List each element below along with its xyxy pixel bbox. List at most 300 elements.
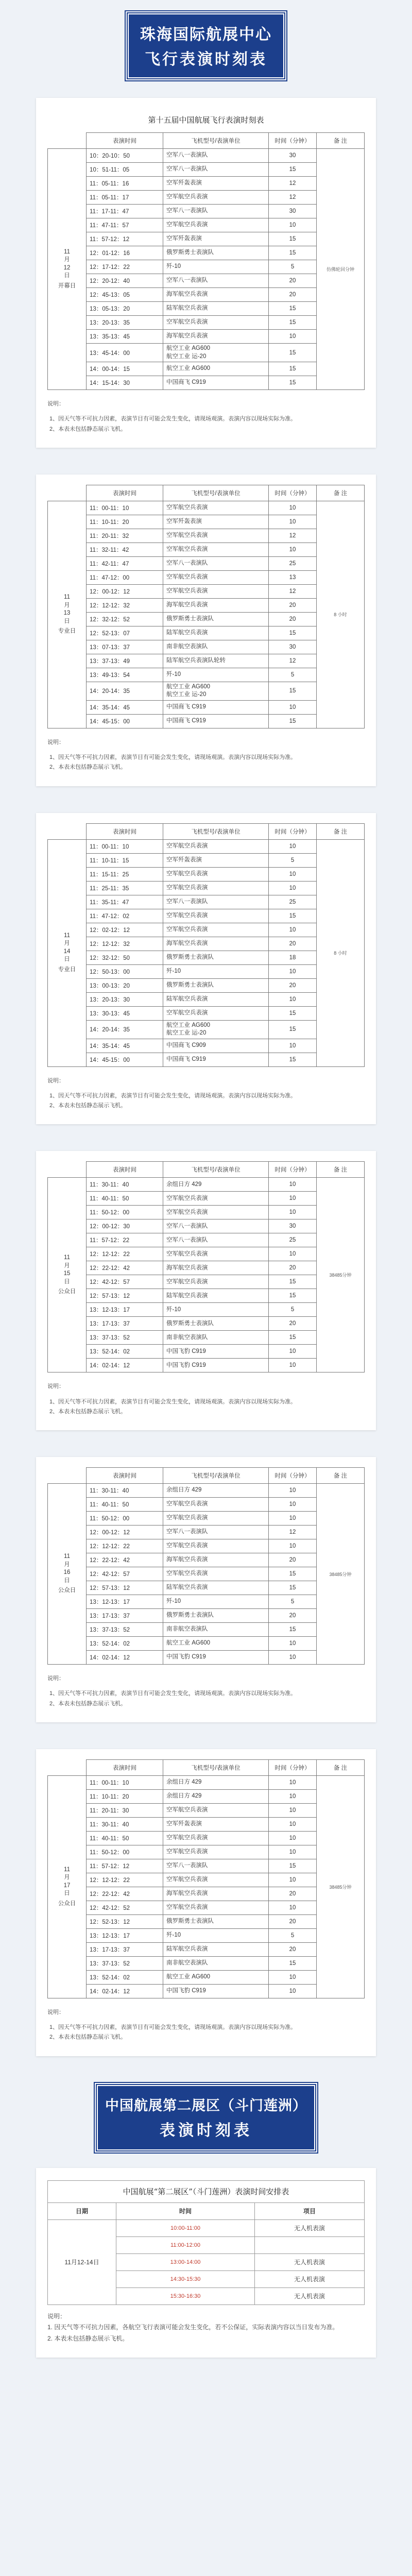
time-cell: 11：25-11：35 — [87, 881, 163, 895]
aircraft-cell — [163, 501, 269, 515]
aircraft-name: 空军歼轰表演 — [166, 1821, 202, 1827]
time-cell: 13：12-13：17 — [87, 1595, 163, 1609]
aircraft-cell — [163, 909, 269, 923]
aircraft-cell — [163, 1651, 269, 1665]
remark-cell: 38485分钟 — [317, 1484, 365, 1665]
aircraft-cell — [163, 316, 269, 330]
aircraft-name: 海军航空兵表演 — [166, 1890, 208, 1897]
time-cell: 11：35-11：47 — [87, 895, 163, 909]
schedule-table — [47, 1467, 365, 1665]
aircraft-name: 空军歼轰表演 — [166, 518, 202, 525]
time-cell: 12：42-12：57 — [87, 1275, 163, 1289]
duration-cell: 10 — [269, 330, 317, 344]
aircraft-name: 歼-10 — [166, 671, 181, 678]
aircraft-name: 航空工业 AG600 — [166, 1022, 211, 1028]
duration-cell: 10 — [269, 1359, 317, 1372]
duration-cell: 20 — [269, 978, 317, 992]
time-cell: 13：17-13：37 — [87, 1317, 163, 1331]
schedule-notes — [47, 738, 365, 773]
section2-time-cell: 10:00-11:00 — [116, 2219, 255, 2236]
aircraft-name: 俄罗斯勇士表演队 — [166, 1918, 214, 1925]
remark-cell: 38485分钟 — [317, 1775, 365, 1998]
col-time: 表演时间 — [87, 1468, 163, 1484]
section2-time-cell: 13:00-14:00 — [116, 2253, 255, 2270]
duration-cell: 15 — [269, 714, 317, 728]
time-cell: 12：12-12：22 — [87, 1539, 163, 1553]
duration-cell: 15 — [269, 302, 317, 316]
duration-cell: 15 — [269, 344, 317, 362]
date-line: 月 — [64, 940, 70, 947]
aircraft-cell — [163, 1817, 269, 1831]
schedule-days — [0, 98, 412, 2056]
aircraft-cell — [163, 529, 269, 543]
duration-cell: 12 — [269, 1526, 317, 1539]
duration-cell: 10 — [269, 1206, 317, 1219]
table-row — [48, 149, 365, 163]
remark-cell: 仿佛轮回分钟 — [317, 149, 365, 390]
remark-cell: 38485分钟 — [317, 1178, 365, 1372]
aircraft-cell — [163, 1623, 269, 1637]
note-item: 1、因天气等不可抗力因素，表演节目有可能会发生变化，请现场观演。表演内容以现场实际为准。 — [49, 1092, 297, 1099]
time-cell: 12：12-12：32 — [87, 598, 163, 612]
time-cell: 12：12-12：32 — [87, 937, 163, 951]
section2-note-item: 1. 因天气等不可抗力因素，各航空飞行表演可能会发生变化，若不公保证，实际表演内容以当日发布为准。 — [47, 2324, 339, 2331]
aircraft-cell — [163, 839, 269, 853]
day-paper — [36, 98, 376, 448]
duration-cell: 15 — [269, 1006, 317, 1020]
time-cell: 13：52-14：02 — [87, 1637, 163, 1651]
duration-cell: 5 — [269, 853, 317, 867]
date-line: 11 — [64, 1553, 70, 1560]
time-cell: 13：52-14：02 — [87, 1345, 163, 1359]
duration-cell: 10 — [269, 1247, 317, 1261]
duration-cell: 15 — [269, 316, 317, 330]
col-aircraft: 飞机型号/表演单位 — [163, 1468, 269, 1484]
col-aircraft: 飞机型号/表演单位 — [163, 1162, 269, 1178]
note-item: 1、因天气等不可抗力因素，表演节目有可能会发生变化，请现场观演。表演内容以现场实际为准。 — [49, 2024, 297, 2031]
aircraft-name: 余组日方 429 — [166, 1487, 202, 1494]
table-row — [48, 501, 365, 515]
section2-title-line1: 中国航展第二展区（斗门莲洲） — [105, 2097, 307, 2113]
schedule-notes — [47, 2008, 365, 2043]
aircraft-cell — [163, 992, 269, 1006]
time-cell: 13：05-13：20 — [87, 302, 163, 316]
header-title-line1: 珠海国际航展中心 — [140, 26, 272, 43]
schedule-table — [47, 132, 365, 390]
aircraft-cell — [163, 1233, 269, 1247]
col-remark: 备 注 — [317, 133, 365, 149]
duration-cell: 15 — [269, 1275, 317, 1289]
duration-cell: 15 — [269, 232, 317, 246]
aircraft-cell — [163, 376, 269, 390]
aircraft-name: 歼-10 — [166, 1598, 181, 1605]
duration-cell: 20 — [269, 1609, 317, 1623]
day-block — [0, 1457, 412, 1722]
aircraft-cell — [163, 1219, 269, 1233]
section2-notes — [47, 2311, 365, 2345]
duration-cell: 15 — [269, 1581, 317, 1595]
col-duration: 时间（分钟） — [269, 823, 317, 839]
duration-cell: 15 — [269, 682, 317, 700]
time-cell: 13：37-13：52 — [87, 1623, 163, 1637]
aircraft-name: 航空工业 运-20 — [166, 353, 207, 360]
time-cell: 13：17-13：37 — [87, 1609, 163, 1623]
aircraft-cell — [163, 867, 269, 881]
aircraft-cell — [163, 1831, 269, 1845]
aircraft-cell — [163, 1539, 269, 1553]
date-line: 13 — [63, 610, 71, 617]
aircraft-name: 歼-10 — [166, 1306, 181, 1313]
schedule-notes — [47, 1674, 365, 1709]
aircraft-name: 歼-10 — [166, 1932, 181, 1939]
time-cell: 13：20-13：35 — [87, 316, 163, 330]
aircraft-cell — [163, 246, 269, 260]
aircraft-name: 余组日方 429 — [166, 1793, 202, 1800]
aircraft-name: 航空工业 运-20 — [166, 1030, 207, 1037]
date-line: 11 — [64, 1255, 70, 1261]
aircraft-cell — [163, 1567, 269, 1581]
aircraft-name: 空军航空兵表演 — [166, 926, 208, 933]
time-cell: 12：42-12：57 — [87, 1567, 163, 1581]
col-date — [48, 133, 87, 149]
time-cell: 12：01-12：16 — [87, 246, 163, 260]
time-cell: 12：50-13：00 — [87, 964, 163, 978]
duration-cell: 25 — [269, 556, 317, 570]
time-cell: 12：32-12：52 — [87, 612, 163, 626]
aircraft-name: 余组日方 429 — [166, 1779, 202, 1786]
duration-cell: 30 — [269, 205, 317, 218]
date-line: 月 — [64, 1561, 70, 1568]
aircraft-cell — [163, 1637, 269, 1651]
duration-cell: 10 — [269, 1831, 317, 1845]
day-paper — [36, 1151, 376, 1430]
aircraft-name: 陆军航空兵表演 — [166, 1946, 208, 1953]
section2-col-time: 时间 — [116, 2202, 255, 2219]
col-date — [48, 823, 87, 839]
remark-cell: 8 小时 — [317, 839, 365, 1066]
aircraft-name: 空军航空兵表演 — [166, 884, 208, 891]
date-cell — [48, 501, 87, 728]
date-cell — [48, 1775, 87, 1998]
aircraft-name: 航空工业 运-20 — [166, 691, 207, 698]
aircraft-name: 海军航空兵表演 — [166, 1556, 208, 1563]
aircraft-cell — [163, 288, 269, 302]
aircraft-cell — [163, 1595, 269, 1609]
aircraft-cell — [163, 584, 269, 598]
aircraft-name: 空军航空兵表演 — [166, 504, 208, 511]
date-line: 日 — [64, 273, 70, 279]
duration-cell: 5 — [269, 1928, 317, 1942]
day-block — [0, 1749, 412, 2056]
aircraft-cell — [163, 951, 269, 964]
aircraft-cell — [163, 1303, 269, 1317]
duration-cell: 20 — [269, 1317, 317, 1331]
schedule-table — [47, 823, 365, 1067]
schedule-notes — [47, 1382, 365, 1417]
col-date — [48, 1468, 87, 1484]
section2-title-line2: 表演时刻表 — [160, 2122, 252, 2139]
aircraft-name: 航空工业 AG600 — [166, 683, 211, 690]
aircraft-name: 陆军航空兵表演 — [166, 1584, 208, 1591]
time-cell: 12：22-12：42 — [87, 1887, 163, 1901]
aircraft-name: 南非航空表演队 — [166, 1334, 208, 1341]
aircraft-name: 空军八一表演队 — [166, 166, 208, 173]
time-cell: 14：20-14：35 — [87, 682, 163, 700]
table-row — [48, 839, 365, 853]
duration-cell: 15 — [269, 1053, 317, 1066]
duration-cell: 10 — [269, 1178, 317, 1192]
col-date — [48, 485, 87, 501]
aircraft-cell — [163, 1020, 269, 1039]
note-item: 1、因天气等不可抗力因素，表演节目有可能会发生变化，请现场观演。表演内容以现场实际为准。 — [49, 754, 297, 761]
aircraft-cell — [163, 964, 269, 978]
section2-table — [47, 2180, 365, 2305]
aircraft-cell — [163, 260, 269, 274]
col-duration: 时间（分钟） — [269, 485, 317, 501]
aircraft-name: 航空工业 AG600 — [166, 345, 211, 351]
aircraft-cell — [163, 1914, 269, 1928]
duration-cell: 12 — [269, 529, 317, 543]
aircraft-name: 航空工业 AG600 — [166, 1640, 211, 1647]
aircraft-name: 海军航空兵表演 — [166, 940, 208, 946]
duration-cell: 20 — [269, 1887, 317, 1901]
time-cell: 14：35-14：45 — [87, 700, 163, 714]
section2-time-cell: 15:30-16:30 — [116, 2287, 255, 2304]
aircraft-name: 空军航空兵表演 — [166, 1835, 208, 1841]
section2-time-cell: 11:00-12:00 — [116, 2236, 255, 2253]
schedule-table — [47, 1759, 365, 1998]
date-line: 月 — [64, 1262, 70, 1269]
aircraft-cell — [163, 1512, 269, 1526]
duration-cell: 5 — [269, 668, 317, 682]
aircraft-name: 空军航空兵表演 — [166, 1570, 208, 1577]
aircraft-cell — [163, 1275, 269, 1289]
aircraft-cell — [163, 1247, 269, 1261]
col-remark: 备 注 — [317, 1468, 365, 1484]
aircraft-name: 空军航空兵表演 — [166, 574, 208, 581]
time-cell: 11：00-11：10 — [87, 839, 163, 853]
col-remark: 备 注 — [317, 485, 365, 501]
day-block — [0, 98, 412, 448]
date-line: 11 — [64, 594, 70, 600]
time-cell: 11：20-11：32 — [87, 529, 163, 543]
section2-paper — [36, 2168, 376, 2358]
aircraft-cell — [163, 1609, 269, 1623]
aircraft-cell — [163, 1345, 269, 1359]
aircraft-name: 空军八一表演队 — [166, 1236, 208, 1243]
section2-date-cell: 11月12-14日 — [48, 2219, 116, 2304]
duration-cell: 20 — [269, 274, 317, 288]
time-cell: 11：00-11：10 — [87, 501, 163, 515]
date-line: 日 — [64, 618, 70, 624]
aircraft-cell — [163, 1942, 269, 1956]
aircraft-name: 中国飞豹 C919 — [166, 1654, 206, 1660]
aircraft-name: 空军歼轰表演 — [166, 856, 202, 863]
section2-block — [0, 2168, 412, 2358]
notes-lead: 说明： — [47, 1383, 64, 1390]
aircraft-cell — [163, 1331, 269, 1345]
aircraft-name: 陆军航空兵表演 — [166, 1292, 208, 1299]
duration-cell: 15 — [269, 246, 317, 260]
section2-item-cell — [255, 2236, 365, 2253]
time-cell: 11：15-11：25 — [87, 867, 163, 881]
aircraft-name: 空军航空兵表演 — [166, 222, 208, 228]
aircraft-name: 空军航空兵表演 — [166, 1250, 208, 1257]
aircraft-cell — [163, 1053, 269, 1066]
aircraft-cell — [163, 515, 269, 529]
duration-cell: 15 — [269, 362, 317, 376]
aircraft-name: 空军航空兵表演 — [166, 1807, 208, 1814]
schedule-notes — [47, 399, 365, 434]
time-cell: 13：37-13：52 — [87, 1956, 163, 1970]
time-cell: 13：20-13：30 — [87, 992, 163, 1006]
aircraft-cell — [163, 923, 269, 937]
section2-col-date: 日期 — [48, 2202, 116, 2219]
notes-lead: 说明： — [47, 739, 64, 745]
duration-cell: 20 — [269, 288, 317, 302]
date-cell — [48, 1484, 87, 1665]
time-cell: 12：00-12：30 — [87, 1219, 163, 1233]
time-cell: 10：51-11：05 — [87, 163, 163, 177]
date-line: 14 — [63, 948, 71, 955]
duration-cell: 15 — [269, 1956, 317, 1970]
time-cell: 11：10-11：20 — [87, 515, 163, 529]
date-line: 公众日 — [58, 1587, 76, 1594]
aircraft-name: 中国飞豹 C919 — [166, 1348, 206, 1354]
aircraft-cell — [163, 1984, 269, 1998]
aircraft-name: 歼-10 — [166, 263, 181, 270]
aircraft-name: 南非航空表演队 — [166, 643, 208, 650]
aircraft-cell — [163, 1006, 269, 1020]
duration-cell: 15 — [269, 1020, 317, 1039]
duration-cell: 15 — [269, 1859, 317, 1873]
aircraft-cell — [163, 1498, 269, 1512]
duration-cell: 10 — [269, 1845, 317, 1859]
section2-item-cell: 无人机表演 — [255, 2287, 365, 2304]
aircraft-name: 空军八一表演队 — [166, 898, 208, 905]
date-line: 开幕日 — [58, 282, 76, 289]
date-line: 月 — [64, 257, 70, 263]
duration-cell: 20 — [269, 1553, 317, 1567]
time-cell: 11：00-11：10 — [87, 1775, 163, 1789]
duration-cell: 10 — [269, 218, 317, 232]
duration-cell: 30 — [269, 149, 317, 163]
date-line: 16 — [63, 1569, 71, 1576]
duration-cell: 15 — [269, 1567, 317, 1581]
aircraft-cell — [163, 978, 269, 992]
duration-cell: 10 — [269, 1817, 317, 1831]
date-line: 专业日 — [58, 966, 76, 973]
time-cell: 12：52-13：07 — [87, 626, 163, 640]
date-line: 公众日 — [58, 1900, 76, 1907]
aircraft-cell — [163, 1859, 269, 1873]
time-cell: 11：30-11：40 — [87, 1484, 163, 1498]
aircraft-name: 空军航空兵表演 — [166, 319, 208, 326]
time-cell: 11：50-12：00 — [87, 1512, 163, 1526]
duration-cell: 20 — [269, 937, 317, 951]
date-line: 月 — [64, 1874, 70, 1881]
table-row — [48, 1178, 365, 1192]
col-time: 表演时间 — [87, 1162, 163, 1178]
col-remark: 备 注 — [317, 1759, 365, 1775]
aircraft-cell — [163, 1039, 269, 1053]
day-paper — [36, 1457, 376, 1722]
duration-cell: 10 — [269, 1984, 317, 1998]
aircraft-name: 陆军航空兵表演 — [166, 630, 208, 636]
time-cell: 13：12-13：17 — [87, 1303, 163, 1317]
aircraft-name: 空军航空兵表演 — [166, 546, 208, 553]
aircraft-name: 空军航空兵表演 — [166, 1009, 208, 1016]
duration-cell: 10 — [269, 1901, 317, 1914]
aircraft-name: 中国商飞 C919 — [166, 1056, 206, 1062]
time-cell: 12：52-13：12 — [87, 1914, 163, 1928]
duration-cell: 12 — [269, 191, 317, 205]
aircraft-name: 空军航空兵表演 — [166, 532, 208, 539]
col-aircraft: 飞机型号/表演单位 — [163, 133, 269, 149]
time-cell: 11：42-11：47 — [87, 556, 163, 570]
aircraft-name: 海军航空兵表演 — [166, 1264, 208, 1271]
aircraft-cell — [163, 218, 269, 232]
aircraft-cell — [163, 1484, 269, 1498]
aircraft-cell — [163, 191, 269, 205]
aircraft-cell — [163, 598, 269, 612]
duration-cell: 10 — [269, 1970, 317, 1984]
aircraft-name: 空军航空兵表演 — [166, 1904, 208, 1911]
day-paper — [36, 474, 376, 786]
duration-cell: 10 — [269, 1789, 317, 1803]
time-cell: 11：30-11：40 — [87, 1178, 163, 1192]
aircraft-name: 俄罗斯勇士表演队 — [166, 1612, 214, 1619]
duration-cell: 10 — [269, 839, 317, 853]
table-row — [48, 2219, 365, 2236]
header-title-line2: 飞行表演时刻表 — [145, 51, 267, 68]
time-cell: 14：02-14：12 — [87, 1651, 163, 1665]
time-cell: 12：00-12：12 — [87, 1526, 163, 1539]
duration-cell: 10 — [269, 1873, 317, 1887]
duration-cell: 10 — [269, 1484, 317, 1498]
aircraft-cell — [163, 1901, 269, 1914]
aircraft-name: 空军航空兵表演 — [166, 1501, 208, 1507]
aircraft-cell — [163, 1956, 269, 1970]
aircraft-name: 空军八一表演队 — [166, 208, 208, 214]
aircraft-cell — [163, 853, 269, 867]
duration-cell: 15 — [269, 376, 317, 390]
duration-cell: 12 — [269, 584, 317, 598]
aircraft-name: 余组日方 429 — [166, 1181, 202, 1188]
day-block — [0, 813, 412, 1125]
aircraft-name: 空军八一表演队 — [166, 560, 208, 567]
duration-cell: 10 — [269, 515, 317, 529]
time-cell: 11：10-11：20 — [87, 1789, 163, 1803]
section2-banner — [95, 2083, 317, 2153]
date-line: 15 — [63, 1270, 71, 1277]
aircraft-cell — [163, 626, 269, 640]
aircraft-name: 空军航空兵表演 — [166, 1195, 208, 1201]
col-aircraft: 飞机型号/表演单位 — [163, 823, 269, 839]
col-time: 表演时间 — [87, 133, 163, 149]
aircraft-name: 中国商飞 C909 — [166, 1042, 206, 1048]
duration-cell: 5 — [269, 260, 317, 274]
time-cell: 14：45-15：00 — [87, 714, 163, 728]
aircraft-cell — [163, 895, 269, 909]
aircraft-cell — [163, 640, 269, 654]
duration-cell: 15 — [269, 1623, 317, 1637]
aircraft-name: 空军航空兵表演 — [166, 1849, 208, 1855]
date-line: 日 — [64, 1577, 70, 1584]
aircraft-name: 海军航空兵表演 — [166, 333, 208, 340]
aircraft-name: 航空工业 AG600 — [166, 365, 211, 372]
aircraft-cell — [163, 1317, 269, 1331]
